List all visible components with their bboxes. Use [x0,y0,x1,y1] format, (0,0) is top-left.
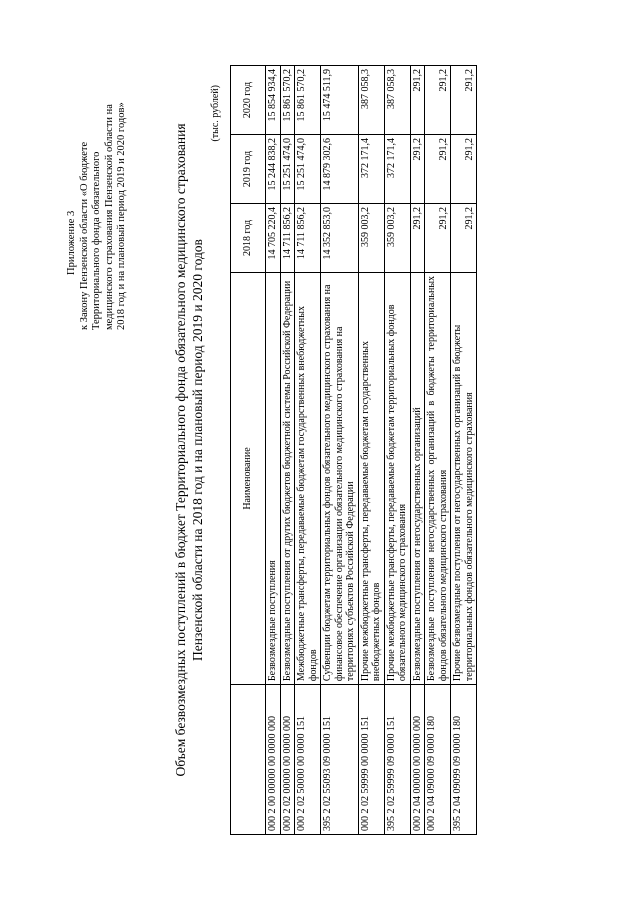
row-value-2020: 387 058,3 [358,66,384,135]
appendix-title: Приложение 3 [66,210,77,275]
table-row [451,66,477,835]
row-value-2019: 372 171,4 [358,135,384,204]
row-code: 000 2 04 00000 00 0000 000 [410,685,425,835]
row-value-2019: 15 244 838,2 [266,135,281,204]
row-value-2018: 359 003,2 [358,203,384,272]
row-name: Прочие безвозмездные поступления от негосударственных организаций в бюджеты территориальных фондов обязательного медицинского страхования [451,272,477,684]
row-name: Прочие межбюджетные трансферты, передаваемые бюджетам территориальных фондов обязательного медицинского страхования [384,272,410,684]
row-value-2018: 291,2 [451,203,477,272]
header-code [231,685,266,835]
header-2020: 2020 год [231,66,266,135]
row-value-2020: 15 474 511,9 [321,66,359,135]
table-row [321,66,359,835]
appendix-line: 2018 год и на плановый период 2019 и 2020 годов» [116,102,127,330]
table-header-row [231,66,266,835]
row-name: Прочие межбюджетные трансферты, передаваемые бюджетам государственных внебюджетных фондов [358,272,384,684]
row-value-2020: 15 861 570,2 [280,66,295,135]
row-value-2019: 372 171,4 [384,135,410,204]
row-value-2020: 387 058,3 [384,66,410,135]
row-code: 000 2 02 50000 00 0000 151 [295,685,321,835]
heading-line: Объем безвозмездных поступлений в бюджет Территориального фонда обязательного медицинского страхования [173,123,188,777]
document-heading [172,65,206,835]
row-name: Безвозмездные поступления от других бюджетов бюджетной системы Российской Федерации [280,272,295,684]
row-value-2019: 291,2 [410,135,425,204]
row-value-2019: 15 251 474,0 [295,135,321,204]
row-name: Межбюджетные трансферты, передаваемые бюджетам государственных внебюджетных фондов [295,272,321,684]
row-name: Безвозмездные поступления [266,272,281,684]
appendix-line: медицинского страхования Пензенской области на [103,104,115,330]
row-code: 000 2 00 00000 00 0000 000 [266,685,281,835]
row-value-2018: 291,2 [425,203,451,272]
header-2018: 2018 год [231,203,266,272]
header-name: Наименование [231,272,266,684]
row-value-2020: 291,2 [451,66,477,135]
row-value-2019: 291,2 [451,135,477,204]
table-row [358,66,384,835]
row-value-2019: 291,2 [425,135,451,204]
table-row [266,66,281,835]
table-row [425,66,451,835]
row-code: 000 2 02 59999 00 0000 151 [358,685,384,835]
row-code: 395 2 04 09099 09 0000 180 [451,685,477,835]
row-code: 395 2 02 59999 09 0000 151 [384,685,410,835]
row-code: 395 2 02 55093 09 0000 151 [321,685,359,835]
row-value-2018: 14 711 856,2 [280,203,295,272]
row-value-2018: 291,2 [410,203,425,272]
row-value-2019: 15 251 474,0 [280,135,295,204]
row-value-2019: 14 879 302,6 [321,135,359,204]
appendix-note [66,30,129,330]
table-row [384,66,410,835]
row-code: 000 2 04 09000 09 0000 180 [425,685,451,835]
row-code: 000 2 02 00000 00 0000 000 [280,685,295,835]
revenue-table [230,65,477,835]
row-value-2018: 359 003,2 [384,203,410,272]
table-row [410,66,425,835]
heading-line: Пензенской области на 2018 год и на плановый период 2019 и 2020 годов [190,239,205,661]
table-row [295,66,321,835]
row-value-2018: 14 705 220,4 [266,203,281,272]
row-name: Субвенции бюджетам территориальных фондов обязательного медицинского страхования на финансовое обеспечение организации обязательного медицинского страхования на территориях субъектов Российской Федерации [321,272,359,684]
row-value-2020: 15 854 934,4 [266,66,281,135]
row-value-2020: 291,2 [410,66,425,135]
row-value-2018: 14 711 856,2 [295,203,321,272]
row-name: Безвозмездные поступления негосударственных организаций в бюджеты территориальных фондов обязательного медицинского страхования [425,272,451,684]
appendix-line: к Закону Пензенской области «О бюджете [78,141,90,330]
units-note: (тыс. рублей) [210,85,221,142]
row-value-2020: 291,2 [425,66,451,135]
header-2019: 2019 год [231,135,266,204]
row-value-2018: 14 352 853,0 [321,203,359,272]
row-name: Безвозмездные поступления от негосударственных организаций [410,272,425,684]
row-value-2020: 15 861 570,2 [295,66,321,135]
appendix-line: Территориального фонда обязательного [91,151,102,330]
table-row [280,66,295,835]
